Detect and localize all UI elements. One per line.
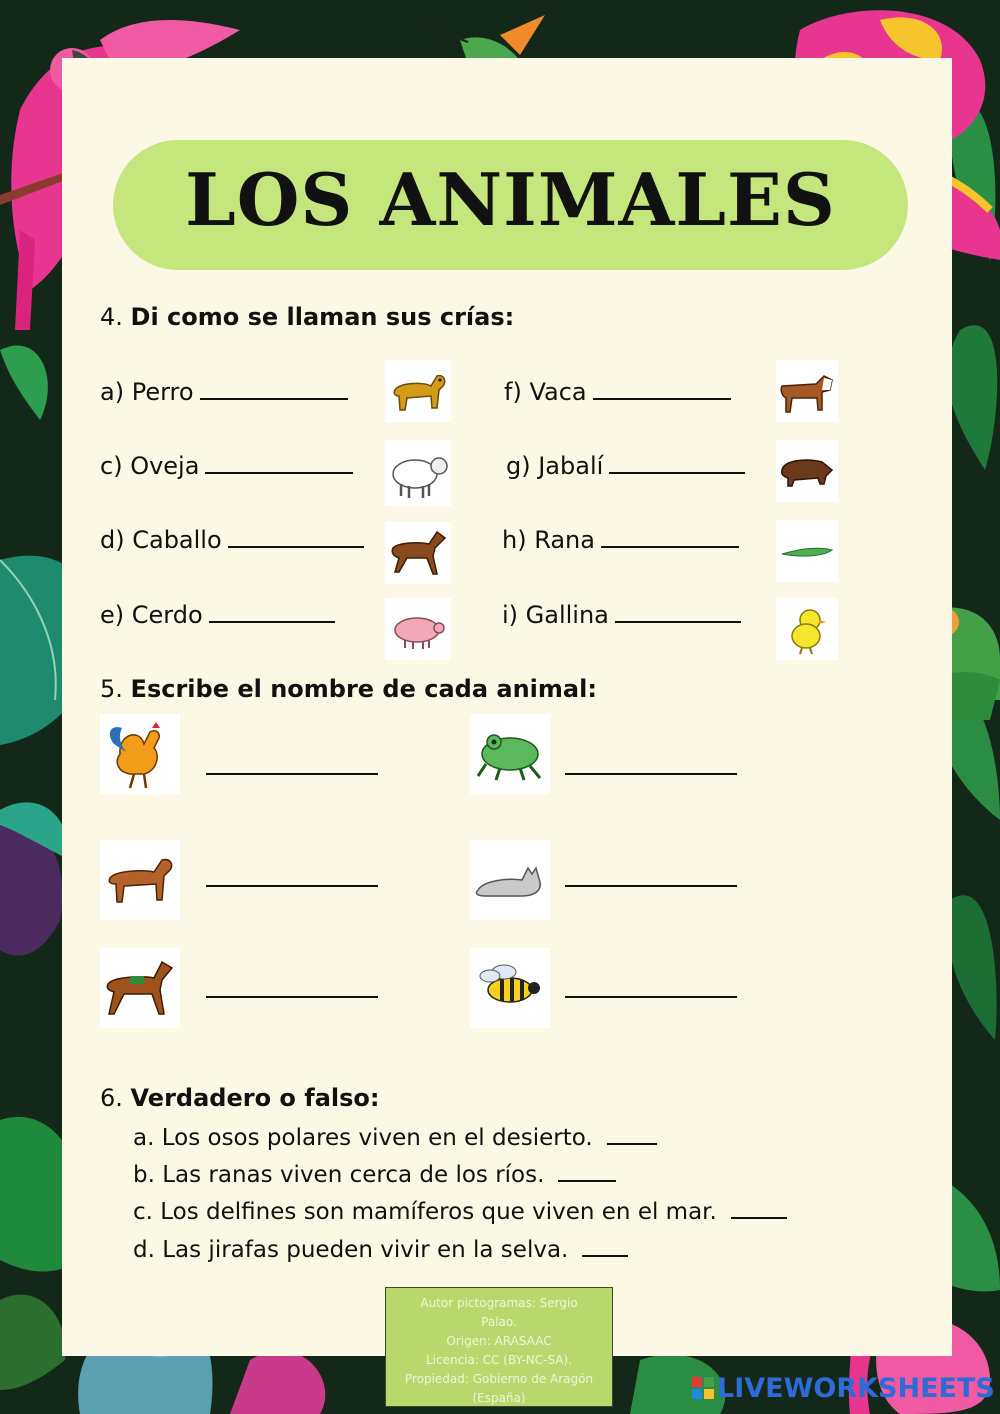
true-false-blank[interactable] [558, 1158, 616, 1182]
answer-line-1[interactable] [206, 773, 378, 775]
foal-icon [385, 522, 451, 584]
answer-blank[interactable] [205, 450, 353, 474]
credit-line: (España) [472, 1391, 526, 1405]
item-label: d) Caballo [100, 526, 222, 554]
section6-title: Verdadero o falso: [130, 1084, 380, 1112]
true-false-blank[interactable] [582, 1233, 628, 1257]
section6-heading [100, 1083, 380, 1113]
section4-item-i [502, 599, 741, 630]
piglet-icon [385, 598, 451, 660]
statement-text: d. Las jirafas pueden vivir en la selva. [133, 1237, 569, 1263]
section4-number: 4. [100, 303, 123, 331]
section4-item-g [506, 450, 745, 481]
statement-c [133, 1195, 787, 1227]
answer-blank[interactable] [615, 599, 741, 623]
section4-item-a [100, 376, 348, 407]
bee-icon [470, 948, 550, 1028]
answer-line-2[interactable] [565, 773, 737, 775]
rooster-icon [100, 714, 180, 794]
answer-line-3[interactable] [206, 885, 378, 887]
credit-line: Palao. [481, 1315, 517, 1329]
answer-line-6[interactable] [565, 996, 737, 998]
calf-icon [776, 360, 838, 422]
item-label: c) Oveja [100, 452, 200, 480]
item-label: h) Rana [502, 526, 595, 554]
lamb-icon [385, 440, 451, 506]
answer-blank[interactable] [209, 599, 335, 623]
statement-a [133, 1121, 657, 1153]
answer-blank[interactable] [601, 524, 739, 548]
answer-blank[interactable] [228, 524, 364, 548]
statement-d [133, 1233, 628, 1265]
credit-line: Origen: ARASAAC [446, 1334, 552, 1348]
true-false-blank[interactable] [731, 1195, 787, 1219]
section4-item-d [100, 524, 364, 555]
section4-item-c [100, 450, 353, 481]
credit-line: Propiedad: Gobierno de Aragón [404, 1372, 594, 1386]
answer-blank[interactable] [200, 376, 348, 400]
dog-icon [100, 840, 180, 920]
credit-box [385, 1287, 613, 1407]
section4-item-h [502, 524, 739, 555]
section6-number: 6. [100, 1084, 123, 1112]
page-title: LOS ANIMALES [185, 157, 836, 242]
boar-piglet-icon [776, 440, 838, 502]
liveworksheets-logo-icon [692, 1377, 714, 1399]
watermark-text: LIVEWORKSHEETS [717, 1372, 995, 1404]
item-label: g) Jabalí [506, 452, 604, 480]
statement-text: a. Los osos polares viven en el desierto. [133, 1125, 593, 1151]
chick-icon [776, 598, 838, 660]
liveworksheets-watermark [692, 1372, 995, 1404]
item-label: i) Gallina [502, 601, 609, 629]
section5-heading [100, 674, 597, 704]
answer-line-5[interactable] [206, 996, 378, 998]
statement-text: c. Los delfines son mamíferos que viven en el mar. [133, 1199, 717, 1225]
cat-icon [470, 840, 550, 920]
credit-line: Licencia: CC (BY-NC-SA). [425, 1353, 573, 1367]
section4-item-f [504, 376, 731, 407]
puppy-icon [385, 360, 451, 422]
statement-b [133, 1158, 616, 1190]
section4-item-e [100, 599, 335, 630]
statement-text: b. Las ranas viven cerca de los ríos. [133, 1162, 545, 1188]
item-label: f) Vaca [504, 378, 587, 406]
tadpole-icon [776, 520, 838, 582]
section4-heading [100, 302, 514, 332]
section5-number: 5. [100, 675, 123, 703]
item-label: a) Perro [100, 378, 194, 406]
true-false-blank[interactable] [607, 1121, 657, 1145]
item-label: e) Cerdo [100, 601, 203, 629]
answer-blank[interactable] [593, 376, 731, 400]
section4-title: Di como se llaman sus crías: [130, 303, 515, 331]
answer-blank[interactable] [609, 450, 745, 474]
section5-title: Escribe el nombre de cada animal: [130, 675, 597, 703]
frog-icon [470, 714, 550, 794]
answer-line-4[interactable] [565, 885, 737, 887]
credit-line: Autor pictogramas: Sergio [420, 1296, 578, 1310]
horse-icon [100, 948, 180, 1028]
